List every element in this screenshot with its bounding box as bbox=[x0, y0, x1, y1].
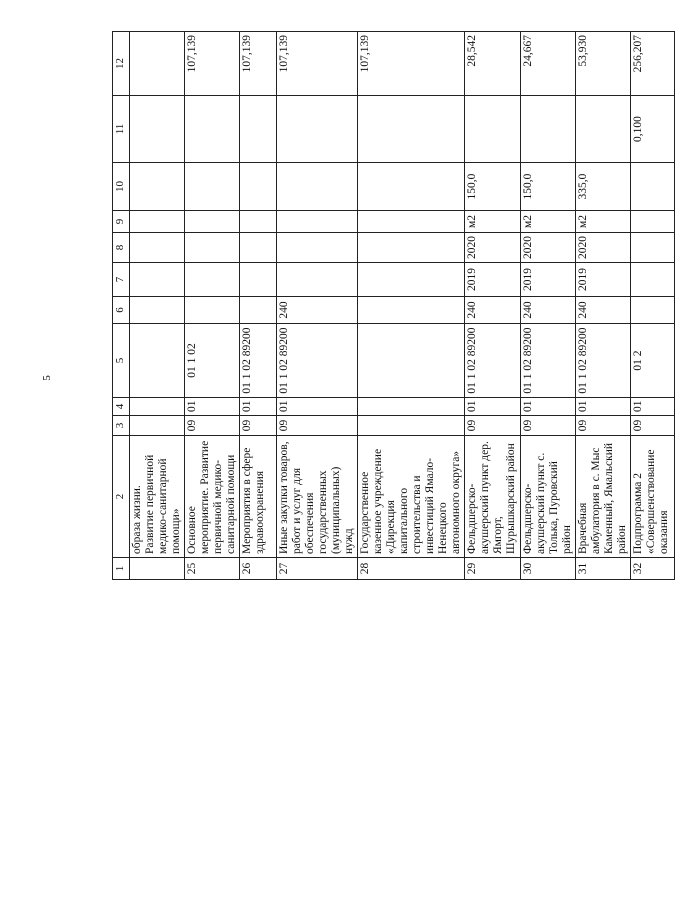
cell-col-10 bbox=[130, 163, 185, 211]
cell-col-11 bbox=[576, 96, 631, 163]
page-number: 5 bbox=[40, 375, 53, 381]
cell-col-5: 01 1 02 89200 bbox=[277, 324, 358, 398]
cell-col-7: 2019 bbox=[465, 263, 521, 297]
cell-col-9 bbox=[240, 211, 277, 233]
cell-col-6 bbox=[240, 297, 277, 324]
cell-col-10: 150,0 bbox=[465, 163, 521, 211]
cell-col-1: 25 bbox=[185, 558, 240, 580]
cell-col-9: м2 bbox=[465, 211, 521, 233]
cell-col-1: 27 bbox=[277, 558, 358, 580]
cell-col-11 bbox=[130, 96, 185, 163]
cell-col-6: 240 bbox=[576, 297, 631, 324]
cell-col-4: 01 bbox=[277, 398, 358, 416]
cell-col-8 bbox=[358, 233, 465, 263]
cell-col-7 bbox=[240, 263, 277, 297]
cell-col-7 bbox=[631, 263, 675, 297]
cell-col-12: 256,207 bbox=[631, 32, 675, 96]
cell-col-6 bbox=[130, 297, 185, 324]
cell-col-12: 28,542 bbox=[465, 32, 521, 96]
table-row bbox=[521, 32, 576, 580]
cell-col-11 bbox=[277, 96, 358, 163]
cell-col-10 bbox=[631, 163, 675, 211]
column-header-1: 1 bbox=[113, 558, 130, 580]
cell-col-4: 01 bbox=[521, 398, 576, 416]
cell-col-3: 09 bbox=[631, 416, 675, 436]
cell-col-6: 240 bbox=[521, 297, 576, 324]
cell-col-11 bbox=[521, 96, 576, 163]
cell-col-4 bbox=[130, 398, 185, 416]
cell-col-7 bbox=[130, 263, 185, 297]
cell-col-8 bbox=[185, 233, 240, 263]
cell-col-3: 09 bbox=[277, 416, 358, 436]
cell-col-3: 09 bbox=[465, 416, 521, 436]
cell-col-4: 01 bbox=[465, 398, 521, 416]
cell-col-7: 2019 bbox=[521, 263, 576, 297]
cell-col-3: 09 bbox=[185, 416, 240, 436]
cell-col-1: 32 bbox=[631, 558, 675, 580]
column-header-7: 7 bbox=[113, 263, 130, 297]
cell-col-3 bbox=[358, 416, 465, 436]
cell-col-10 bbox=[277, 163, 358, 211]
cell-col-2: Мероприятия в сфере здравоохранения bbox=[240, 436, 277, 558]
cell-col-2: Иные закупки товаров, работ и услуг для обеспечения государственных (муниципальных) нужд bbox=[277, 436, 358, 558]
cell-col-8 bbox=[130, 233, 185, 263]
cell-col-9: м2 bbox=[576, 211, 631, 233]
cell-col-11 bbox=[465, 96, 521, 163]
cell-col-5: 01 2 bbox=[631, 324, 675, 398]
cell-col-5: 01 1 02 bbox=[185, 324, 240, 398]
cell-col-9 bbox=[185, 211, 240, 233]
cell-col-6 bbox=[358, 297, 465, 324]
column-header-5: 5 bbox=[113, 324, 130, 398]
cell-col-9 bbox=[277, 211, 358, 233]
cell-col-2: Фельдшерско-акушерский пункт с. Толька, Пуровский район bbox=[521, 436, 576, 558]
cell-col-12: 107,139 bbox=[277, 32, 358, 96]
column-header-9: 9 bbox=[113, 211, 130, 233]
table-row bbox=[277, 32, 358, 580]
cell-col-9 bbox=[358, 211, 465, 233]
cell-col-8 bbox=[631, 233, 675, 263]
cell-col-4: 01 bbox=[576, 398, 631, 416]
table-row bbox=[240, 32, 277, 580]
cell-col-4 bbox=[358, 398, 465, 416]
column-header-6: 6 bbox=[113, 297, 130, 324]
cell-col-6: 240 bbox=[465, 297, 521, 324]
cell-col-5: 01 1 02 89200 bbox=[521, 324, 576, 398]
cell-col-10: 335,0 bbox=[576, 163, 631, 211]
cell-col-7 bbox=[277, 263, 358, 297]
cell-col-2: Фельдшерско-акушерский пункт дер. Ямгорт, Шурышкарский район bbox=[465, 436, 521, 558]
cell-col-5 bbox=[130, 324, 185, 398]
table-row bbox=[185, 32, 240, 580]
cell-col-11: 0,100 bbox=[631, 96, 675, 163]
column-header-12: 12 bbox=[113, 32, 130, 96]
cell-col-12 bbox=[130, 32, 185, 96]
cell-col-8: 2020 bbox=[465, 233, 521, 263]
cell-col-9 bbox=[631, 211, 675, 233]
cell-col-1: 31 bbox=[576, 558, 631, 580]
column-header-8: 8 bbox=[113, 233, 130, 263]
table-row bbox=[358, 32, 465, 580]
cell-col-8: 2020 bbox=[576, 233, 631, 263]
cell-col-2: Государственное казенное учреждение «Дирекция капитального строительства и инвестиций Ямало-Ненецкого автономного округа» bbox=[358, 436, 465, 558]
cell-col-4: 01 bbox=[240, 398, 277, 416]
cell-col-2: Врачебная амбулатория в с. Мыс Каменный, Ямальский район bbox=[576, 436, 631, 558]
cell-col-3: 09 bbox=[240, 416, 277, 436]
cell-col-5: 01 1 02 89200 bbox=[465, 324, 521, 398]
cell-col-1 bbox=[130, 558, 185, 580]
cell-col-7 bbox=[185, 263, 240, 297]
cell-col-9: м2 bbox=[521, 211, 576, 233]
table-body bbox=[130, 32, 675, 580]
cell-col-10: 150,0 bbox=[521, 163, 576, 211]
column-header-3: 3 bbox=[113, 416, 130, 436]
budget-table-rotated bbox=[112, 32, 670, 580]
cell-col-12: 107,139 bbox=[358, 32, 465, 96]
column-header-10: 10 bbox=[113, 163, 130, 211]
cell-col-7 bbox=[358, 263, 465, 297]
cell-col-12: 107,139 bbox=[185, 32, 240, 96]
cell-col-4: 01 bbox=[631, 398, 675, 416]
cell-col-7: 2019 bbox=[576, 263, 631, 297]
cell-col-1: 29 bbox=[465, 558, 521, 580]
cell-col-8: 2020 bbox=[521, 233, 576, 263]
cell-col-9 bbox=[130, 211, 185, 233]
cell-col-5: 01 1 02 89200 bbox=[240, 324, 277, 398]
table-row bbox=[465, 32, 521, 580]
cell-col-3: 09 bbox=[576, 416, 631, 436]
cell-col-12: 53,930 bbox=[576, 32, 631, 96]
cell-col-11 bbox=[358, 96, 465, 163]
cell-col-10 bbox=[358, 163, 465, 211]
column-header-4: 4 bbox=[113, 398, 130, 416]
cell-col-11 bbox=[240, 96, 277, 163]
cell-col-1: 30 bbox=[521, 558, 576, 580]
table-row bbox=[130, 32, 185, 580]
cell-col-2: образа жизни. Развитие первичной медико-санитарной помощи» bbox=[130, 436, 185, 558]
cell-col-1: 26 bbox=[240, 558, 277, 580]
cell-col-6 bbox=[631, 297, 675, 324]
column-header-2: 2 bbox=[113, 436, 130, 558]
column-header-11: 11 bbox=[113, 96, 130, 163]
cell-col-8 bbox=[240, 233, 277, 263]
cell-col-6: 240 bbox=[277, 297, 358, 324]
cell-col-1: 28 bbox=[358, 558, 465, 580]
cell-col-5: 01 1 02 89200 bbox=[576, 324, 631, 398]
budget-table bbox=[112, 31, 675, 580]
cell-col-2: Подпрограмма 2 «Совершенствование оказания bbox=[631, 436, 675, 558]
table-row bbox=[631, 32, 675, 580]
cell-col-12: 107,139 bbox=[240, 32, 277, 96]
cell-col-11 bbox=[185, 96, 240, 163]
header-row bbox=[113, 32, 130, 580]
cell-col-2: Основное мероприятие. Развитие первичной медико-санитарной помощи bbox=[185, 436, 240, 558]
cell-col-5 bbox=[358, 324, 465, 398]
cell-col-4: 01 bbox=[185, 398, 240, 416]
cell-col-8 bbox=[277, 233, 358, 263]
cell-col-10 bbox=[240, 163, 277, 211]
cell-col-12: 24,667 bbox=[521, 32, 576, 96]
cell-col-3: 09 bbox=[521, 416, 576, 436]
table-row bbox=[576, 32, 631, 580]
cell-col-10 bbox=[185, 163, 240, 211]
cell-col-6 bbox=[185, 297, 240, 324]
cell-col-3 bbox=[130, 416, 185, 436]
